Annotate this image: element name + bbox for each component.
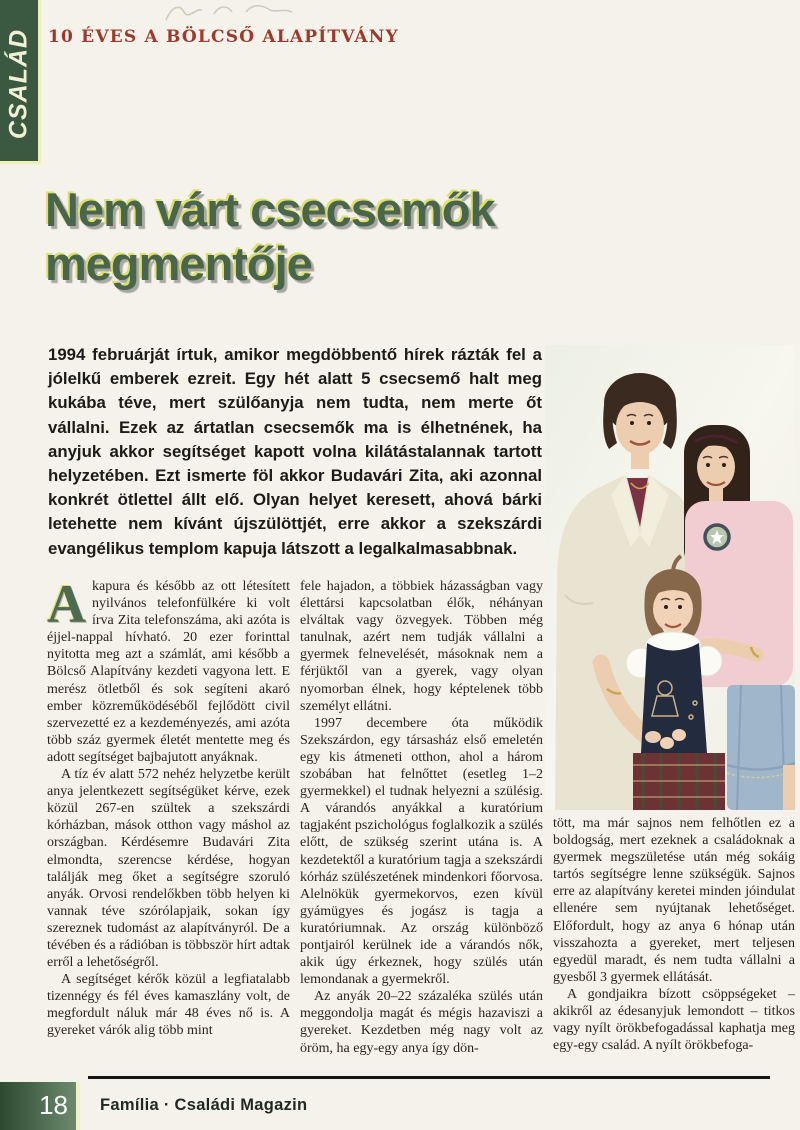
paragraph: fele hajadon, a többiek házasságban vagy élettársi kapcsolatban élők, néhányan elváltak vagy özvegyek. Többen még tanulnak, azért nem tudják vállalni a gyermek felnevelését, másoknak nem a férjüktől van a gyerek, vagy olyan nyomorban élnek, hogy képtelenek több személyt ellátni. [300, 579, 543, 714]
article-title: Nem várt csecsemők megmentője [45, 183, 495, 290]
section-tab-label: CSALÁD [4, 28, 33, 140]
paragraph: A gondjaikra bízott csöppségeket – akikről az édesanyjuk lemondott – titkos vagy nyílt örökbefogadással kaphatja meg egy-egy család. A nyílt örökbefoga- [553, 986, 795, 1054]
paragraph: Akapura és később az ott létesített nyilvános telefonfülkére ki volt írva Zita telefonszáma, aki azóta is éjjel-nappal hívható. 20 ezer forinttal nyitotta meg azt a számlát, ami később a Bölcső Alapítvány kezdeti vagyona lett. E merész ötletből és sok segíteni akaró ember közreműködéséből fejlődött civil szervezetté ez a kezdeményezés, ami azóta több száz gyermek életét mentette meg és adott segítséget bajbajutott anyáknak. [47, 574, 290, 765]
paragraph: 1997 decembere óta működik Szekszárdon, egy társasház első emeletén egy kis átmeneti otthon, ahol a három szobában hat felnőttet (esetleg 1–2 gyermekkel) el tudnak helyezni a szülésig. A várandós anyákkal a kuratórium tagjaként pszichológus foglalkozik a szülés előtt, de szükség szerint utána is. A kezdetektől a kuratórium tagja a szekszárdi kórház szülészetének mindenkori főorvosa. Alelnökük gyermekorvos, ezen kívül gyámügyes és jogász is tagja a kuratóriumnak. Az ország különböző pontjairól kerülnek ide a várandós nők, akik úgy érkeznek, hogy szülés után lemondanak a gyermekről. [300, 715, 543, 988]
footer-magazine-name: Família · Családi Magazin [100, 1096, 308, 1114]
paragraph: Az anyák 20–22 százaléka szülés után meggondolja magát és mégis hazaviszi a gyereket. Kezdetben még nagy volt az öröm, ha egy-egy anya így dön- [300, 989, 543, 1056]
star-badge-icon [705, 525, 729, 549]
family-photo [545, 345, 795, 810]
page-number: 18 [39, 1090, 68, 1120]
paragraph: A segítséget kérők közül a legfiatalabb tizennégy és fél éves kamaszlány volt, de megfordult náluk már 48 éves nő is. A gyereket várók alig több mint [47, 972, 290, 1039]
kicker: 10 ÉVES A BÖLCSŐ ALAPÍTVÁNY [48, 27, 399, 47]
family-photo-graphic [545, 345, 795, 810]
body-column-3 [553, 815, 795, 1054]
body-column-2 [300, 578, 543, 1057]
footer-page-number-block [0, 1082, 80, 1130]
paragraph: A tíz év alatt 572 nehéz helyzetbe került anya jelentkezett segítségüket kérve, ezek közül 267-en szültek a szekszárdi kórházban, mások otthon vagy máshol az országban. Kérdésemre Budavári Zita elmondta, szerencse kérdése, hogyan találják meg őket a segítségre szoruló anyák. Orvosi rendelőkben több helyen ki vannak téve szórólapjaik, sokan így szereznek tudomást az alapítványról. De a tévében és a rádióban is többször hírt adtak erről a lehetőségről. [47, 767, 290, 971]
section-tab [0, 0, 41, 164]
paragraph: tött, ma már sajnos nem felhőtlen ez a boldogság, mert ezeknek a családoknak a gyermek megszületése után még sokáig tartós segítségre lenne szükségük. Sajnos erre az alapítvány keretei minden jóindulat ellenére sem nyújtanak lehetőséget. Előfordult, hogy az anya 6 hónap után visszahozta a gyereket, mert teljesen egyedül maradt, és nem tudta vállalni a gyesből 3 gyermek ellátását. [553, 816, 795, 985]
pencil-scribble [160, 0, 320, 28]
article-lead: 1994 februárját írtuk, amikor megdöbbentő hírek rázták fel a jólelkű emberek ezreit. Egy hét alatt 5 csecsemő halt meg kukába téve, mert szülőanyja nem tudta, nem merte őt vállalni. Ezek az ártatlan csecsemők ma is élhetnének, ha anyjuk akkor segítséget kapott volna kilátástalannak tartott helyzetében. Ezt ismerte föl akkor Budavári Zita, aki azonnal konkrét ötlettel állt elő. Olyan helyet keresett, ahová bárki letehette nem kívánt újszülöttjét, erre akkor a szekszárdi evangélikus templom kapuja látszott a legalkalmasabbnak. [48, 345, 542, 558]
dropcap: A [47, 574, 86, 634]
footer-rule [88, 1076, 770, 1079]
body-column-1 [47, 574, 290, 1040]
